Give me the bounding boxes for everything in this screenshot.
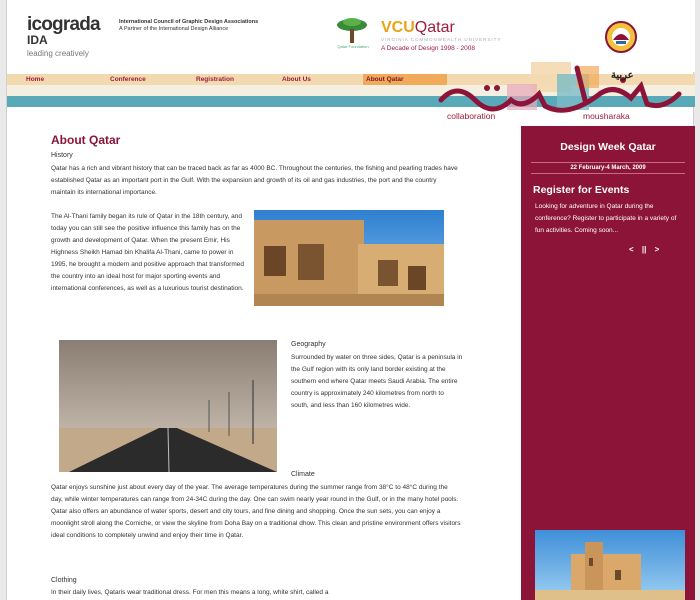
council-title: International Council of Graphic Design Associations [119,19,259,25]
climate-text: Qatar enjoys sunshine just about every day of the year. The average temperatures during the summer range from 38°C to 48°C during the day, while winter temperatures can range from 24-34C during the day. One can swim nearly year round in the Gulf, or in the many hotel pools. Qatar also offers an abundance of water sports, desert and city tours, and fine dining and shopping. Once the sun sets, you can enjoy a moonlight stroll along the Corniche, or view the skyline from Doha Bay on a traditional dhow. This clean and pristine environment offers visitors ideal conditions to completely unwind and enjoy their time in Qatar. [51,484,461,539]
council-text [119,19,259,32]
geography-text: Surrounded by water on three sides, Qatar is a peninsula in the Gulf region with its only land border existing at the southern end where Qatar meets Saudi Arabia. The entire country is approximately 240 kilometres from north to south, and less than 160 kilometres wide. [291,354,463,409]
history-heading: History [51,152,73,159]
register-events-heading[interactable]: Register for Events [533,184,630,196]
old-building-photo [254,210,444,306]
icograda-logo[interactable] [27,16,117,58]
vcu-qatar-logo[interactable] [381,20,501,52]
nav-about-us[interactable]: About Us [282,76,311,83]
sidebar [521,126,695,600]
history-paragraph-1: Qatar has a rich and vibrant history that can be traced back as far as 4000 BC. Throughout the centuries, the fishing and pearling trades have established Qatar as an important port in the Gulf. With the expansion and growth of its oil and gas industries, the port and the country maintain its international importance. [51,165,458,196]
vcu-qatar-word: Qatar [414,19,455,36]
page [6,0,694,600]
design-week-title[interactable]: Design Week Qatar [560,141,656,153]
clothing-heading: Clothing [51,577,77,584]
page-title: About Qatar [51,133,121,147]
vcu-subtitle: VIRGINIA COMMONWEALTH UNIVERSITY [381,37,502,42]
arabic-language-link[interactable]: عربية [611,70,634,81]
tree-caption: Qatar Foundation [337,44,369,49]
mousharaka-label: mousharaka [583,111,630,121]
icograda-wordmark: icograda [27,14,100,35]
collaboration-label: collaboration [447,111,496,121]
clothing-text: In their daily lives, Qataris wear traditional dress. For men this means a long, white shirt, called a [51,589,329,596]
event-dates: 22 February-4 March, 2009 [531,162,685,174]
register-events-text: Looking for adventure in Qatar during the conference? Register to participate in a variety of fun activities. Coming soon... [535,203,677,234]
nav-registration[interactable]: Registration [196,76,234,83]
ida-wordmark: IDA [27,33,48,47]
nav-about-qatar[interactable]: About Qatar [363,74,447,85]
fort-photo [535,530,685,600]
council-partner: A Partner of the International Design Alliance [119,25,229,32]
geography-heading: Geography [291,341,326,348]
nav-conference[interactable]: Conference [110,76,146,83]
vcu-title: VCUQatar [381,19,455,36]
nav-home[interactable]: Home [26,76,45,83]
slideshow-controls[interactable]: < || > [629,245,660,254]
desert-road-photo [59,340,277,472]
vcu-decade: A Decade of Design 1998 - 2008 [381,45,475,52]
history-paragraph-2: The Al-Thani family began its rule of Qatar in the 18th century, and today you can still see the positive influence this family has on the growth and development of Qatar. When the present Emir, His Highness Sheikh Hamad bin Khalifa Al-Thani, came to power in 1995, he brought a modern and positive approach that transformed the country into an ideal host for major sporting events and international conferences, as well as a luxurious tourist destination. [51,213,244,292]
climate-heading: Climate [291,471,315,478]
tagline: leading creatively [27,49,89,58]
qatar-foundation-tree-icon[interactable] [335,17,369,45]
qatar-emblem-icon [603,20,639,54]
